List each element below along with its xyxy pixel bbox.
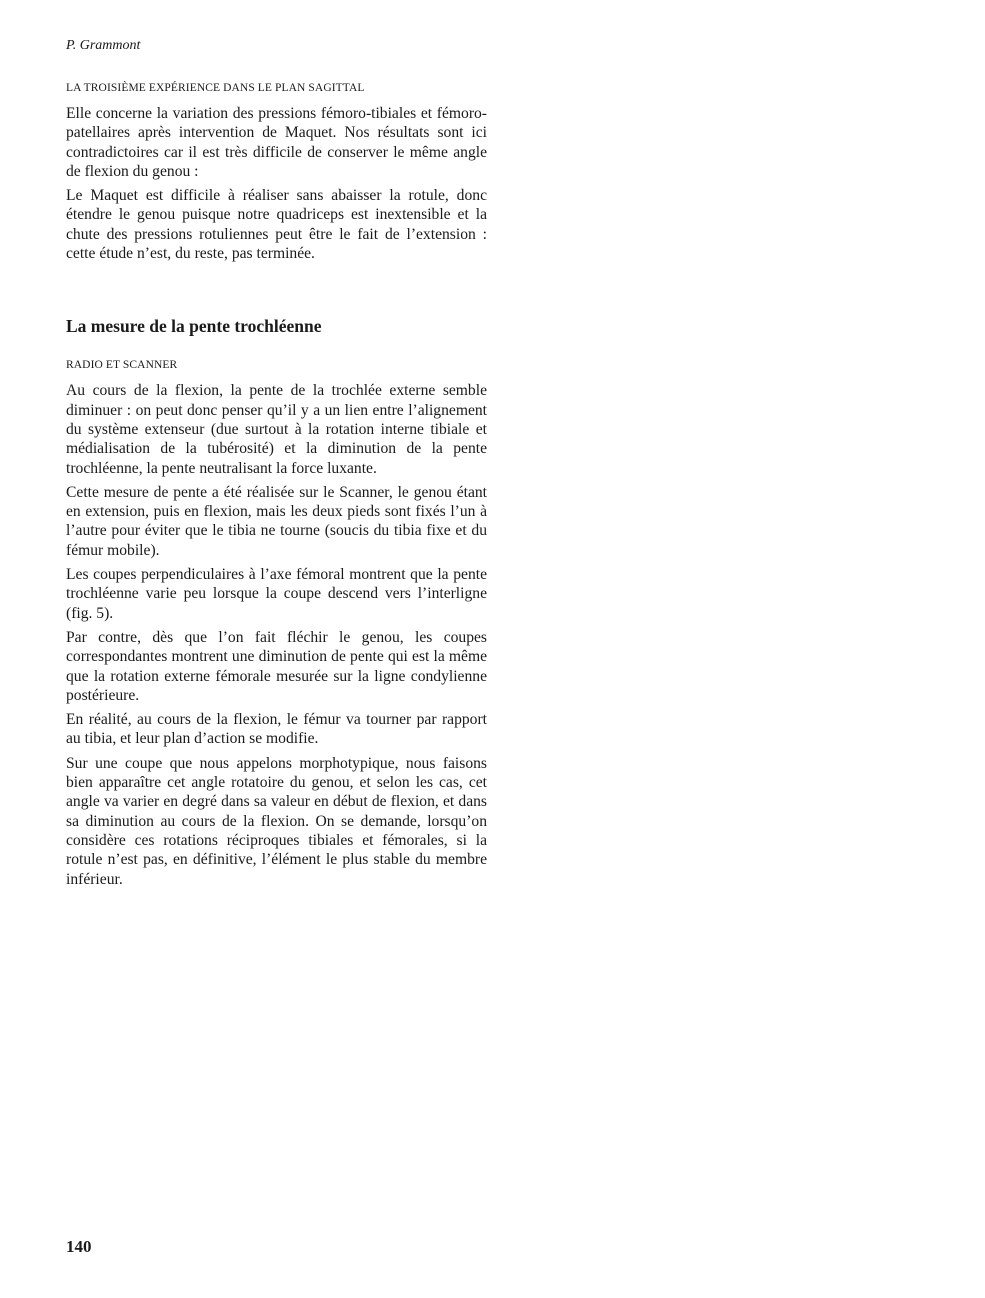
text-column [66,80,487,894]
paragraph: Sur une coupe que nous appelons morphotypique, nous faisons bien apparaître cet angle rotatoire du genou, et selon les cas, cet angle va varier en degré dans sa valeur en début de flexion, et dans sa diminution au cours de la flexion. On se demande, lorsqu’on considère ces rotations réciproques tibiales et fémorales, si la rotule n’est pas, en définitive, l’élément le plus stable du membre inférieur. [66,754,487,888]
subheading-sagittal-experiment: LA TROISIÈME EXPÉRIENCE DANS LE PLAN SAGITTAL [66,82,365,94]
section-title: La mesure de la pente trochléenne [66,316,322,337]
paragraph: Elle concerne la variation des pressions fémoro-tibiales et fémoro-patellaires après intervention de Maquet. Nos résultats sont ici contradictoires car il est très difficile de conserver le même angle de flexion du genou : [66,105,487,180]
paragraph: Le Maquet est difficile à réaliser sans abaisser la rotule, donc étendre le genou puisque notre quadriceps est inextensible et la chute des pressions rotuliennes peut être le fait de l’extension : cette étude n’est, du reste, pas terminée. [66,187,487,263]
running-head-author: P. Grammont [66,38,141,53]
paragraph: En réalité, au cours de la flexion, le fémur va tourner par rapport au tibia, et leur plan d’action se modifie. [66,711,487,748]
paragraph: Les coupes perpendiculaires à l’axe fémoral montrent que la pente trochléenne varie peu lorsque la coupe descend vers l’interligne (fig. 5). [66,566,487,622]
paragraph: Au cours de la flexion, la pente de la trochlée externe semble diminuer : on peut donc penser qu’il y a un lien entre l’alignement du système extenseur (due surtout à la rotation interne tibiale et médialisation de la tubérosité) et la diminution de la pente trochléenne, la pente neutralisant la force luxante. [66,382,487,477]
page-number: 140 [66,1237,92,1256]
paragraph: Par contre, dès que l’on fait fléchir le genou, les coupes correspondantes montrent une diminution de pente qui est la même que la rotation externe fémorale mesurée sur la ligne condylienne postérieure. [66,628,487,704]
subheading-radio-scanner: RADIO ET SCANNER [66,359,178,372]
paragraph: Cette mesure de pente a été réalisée sur le Scanner, le genou étant en extension, puis en flexion, mais les deux pieds sont fixés l’un à l’autre pour éviter que le tibia ne tourne (soucis du tibia fixe et du fémur mobile). [66,483,487,559]
